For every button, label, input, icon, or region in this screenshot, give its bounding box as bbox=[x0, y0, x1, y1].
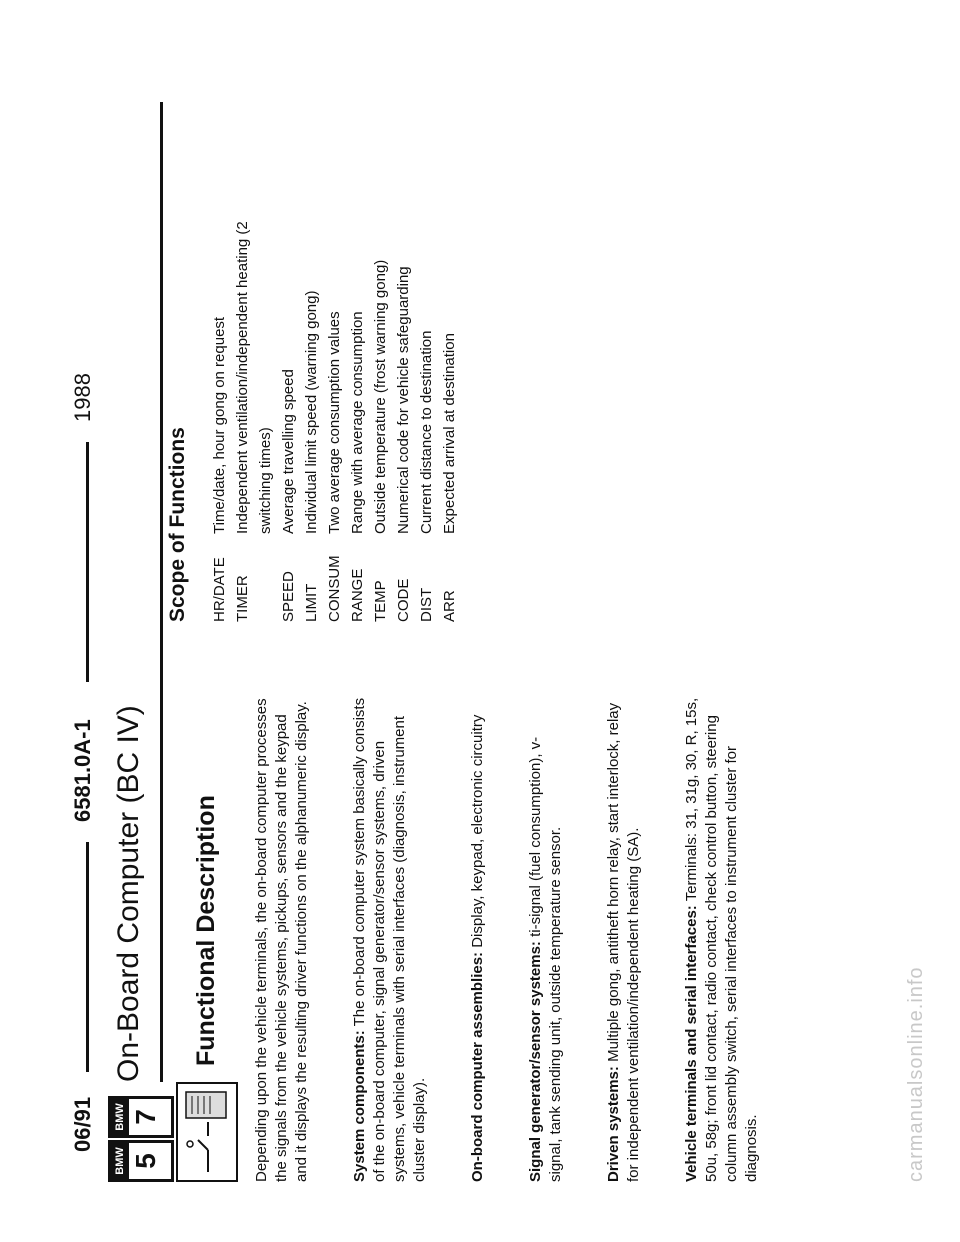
table-row bbox=[438, 194, 461, 622]
intro-paragraph: Depending upon the vehicle terminals, the on-board computer processes the signals from the vehicle systems, pickups, sensors and the keypad and it displays the resulting driver functions on the alphanumeric display. bbox=[253, 698, 310, 1182]
sensor-systems-paragraph bbox=[526, 697, 566, 1182]
bmw-logo: BMW bbox=[111, 1099, 129, 1135]
function-code: CONSUM bbox=[326, 555, 343, 622]
header-doc-number: 6581.0A-1 bbox=[70, 719, 95, 822]
paragraph-label: Vehicle terminals and serial interfaces: bbox=[683, 905, 700, 1182]
page-title: On-Board Computer (BC IV) bbox=[112, 705, 145, 1082]
table-row bbox=[300, 194, 323, 622]
function-code: ARR bbox=[441, 590, 458, 622]
function-description: Expected arrival at destination bbox=[441, 333, 458, 534]
scope-of-functions-table bbox=[208, 194, 461, 622]
header-date: 06/91 bbox=[70, 1096, 95, 1152]
paragraph-text: Multiple gong, antitheft horn relay, start interlock, relay for independent ventilation/independent heating (SA). bbox=[605, 702, 642, 1182]
function-description: Range with average consumption bbox=[349, 311, 366, 534]
system-components-paragraph bbox=[350, 697, 430, 1182]
paragraph-text: Terminals: 31, 31g, 30, R, 15s, 50u, 58g; front lid contact, radio contact, check control button, steering column assembly switch, serial interfaces to instrument cluster for diagnosis. bbox=[683, 697, 760, 1182]
table-row bbox=[323, 194, 346, 622]
functional-description-body bbox=[252, 697, 800, 1182]
vehicle-terminals-paragraph bbox=[682, 697, 762, 1182]
table-row bbox=[392, 194, 415, 622]
table-row bbox=[208, 194, 231, 622]
table-row bbox=[231, 194, 277, 622]
model-number: 7 bbox=[130, 1109, 161, 1125]
function-code: HR/DATE bbox=[211, 557, 228, 622]
watermark: carmanualsonline.info bbox=[905, 966, 927, 1182]
function-code: CODE bbox=[395, 578, 412, 622]
model-badge-7 bbox=[108, 1096, 174, 1138]
paragraph-label: Driven systems: bbox=[605, 1066, 622, 1182]
function-code: LIMIT bbox=[303, 583, 320, 622]
table-row bbox=[346, 194, 369, 622]
title-row bbox=[108, 82, 168, 1182]
function-description: Numerical code for vehicle safeguarding bbox=[395, 266, 412, 534]
bmw-logo: BMW bbox=[111, 1143, 129, 1179]
model-badges bbox=[108, 1096, 174, 1182]
header-rule-left bbox=[86, 842, 89, 1072]
paragraph-text: ti-signal (fuel consumption), v-signal, tank sending unit, outside temperature sensor. bbox=[527, 736, 564, 1182]
driven-systems-paragraph bbox=[604, 697, 644, 1182]
function-description: Outside temperature (frost warning gong) bbox=[372, 259, 389, 534]
function-code: SPEED bbox=[280, 571, 297, 622]
function-code: RANGE bbox=[349, 568, 366, 622]
function-description: Average travelling speed bbox=[280, 369, 297, 534]
model-number: 5 bbox=[130, 1153, 161, 1169]
function-description: Time/date, hour gong on request bbox=[211, 316, 228, 534]
header-rule-right bbox=[86, 442, 89, 682]
model-badge-5 bbox=[108, 1140, 174, 1182]
page-header bbox=[70, 152, 110, 1152]
paragraph-label: On-board computer assemblies: bbox=[469, 951, 486, 1182]
paragraph-text: The on-board computer system basically consists of the on-board computer, signal generator/sensor systems, driven systems, vehicle terminals with serial interfaces (diagnosis, instrument cluster display). bbox=[351, 697, 428, 1182]
paragraph-label: Signal generator/sensor systems: bbox=[527, 941, 544, 1182]
function-code: DIST bbox=[418, 587, 435, 622]
table-row bbox=[415, 194, 438, 622]
function-description: Independent ventilation/independent heating (2 switching times) bbox=[234, 221, 274, 534]
function-code: TIMER bbox=[234, 575, 251, 622]
function-code: TEMP bbox=[372, 580, 389, 622]
paragraph-label: System components: bbox=[351, 1030, 368, 1182]
assemblies-paragraph bbox=[468, 697, 488, 1182]
circuit-diagram-icon bbox=[176, 1082, 238, 1182]
header-year: 1988 bbox=[70, 373, 95, 422]
function-description: Current distance to destination bbox=[418, 330, 435, 534]
table-row bbox=[277, 194, 300, 622]
functional-description-heading: Functional Description bbox=[192, 795, 220, 1066]
function-description: Two average consumption values bbox=[326, 311, 343, 534]
title-rule bbox=[160, 102, 163, 1082]
function-description: Individual limit speed (warning gong) bbox=[303, 290, 320, 534]
scope-of-functions-heading: Scope of Functions bbox=[166, 427, 189, 622]
paragraph-text: Display, keypad, electronic circuitry bbox=[469, 714, 486, 952]
table-row bbox=[369, 194, 392, 622]
